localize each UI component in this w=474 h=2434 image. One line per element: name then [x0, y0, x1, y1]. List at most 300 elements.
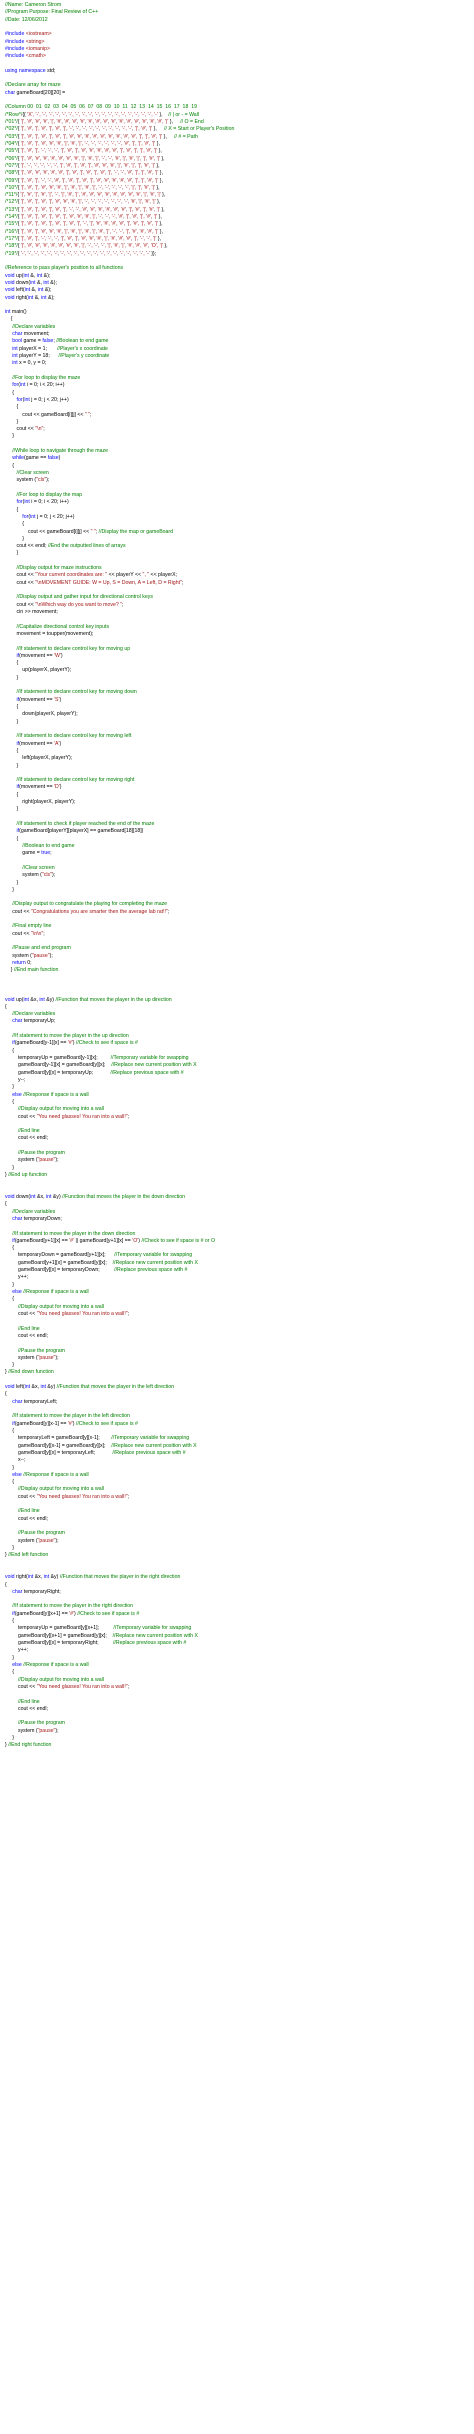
- code-line: [5, 1391, 471, 1398]
- comment-token: //Replace previous space with #: [114, 1267, 188, 1274]
- code-line: [5, 148, 471, 155]
- code-line: [5, 163, 471, 170]
- comment-token: // X = Start or Player's Position: [164, 126, 235, 133]
- code-line: [5, 324, 471, 331]
- comment-token: //End line: [17, 1508, 40, 1515]
- code-line: [5, 616, 471, 623]
- keyword-token: false: [42, 338, 54, 345]
- code-line: [5, 1428, 471, 1435]
- code-line: [5, 331, 471, 338]
- string-token: "pause": [37, 1537, 56, 1544]
- code-token: cout <<: [5, 1113, 37, 1120]
- code-token: }: [5, 1544, 14, 1551]
- code-token: &x,: [37, 1193, 46, 1200]
- keyword-token: return: [12, 959, 28, 966]
- code-token: }: [5, 550, 19, 557]
- code-line: [5, 741, 471, 748]
- comment-token: //Declare variables: [12, 1011, 56, 1018]
- code-token: ;: [50, 850, 52, 857]
- code-token: gameBoard[y-1][x] = gameBoard[y][x];: [5, 1062, 112, 1069]
- comment-token: //Display output and gather input for directional control keys: [16, 594, 153, 601]
- code-token: [5, 624, 17, 630]
- code-token: cout <<: [5, 426, 36, 433]
- code-line: [5, 931, 471, 938]
- code-token: &);: [43, 272, 51, 279]
- code-line: [5, 287, 471, 294]
- keyword-token: int: [41, 294, 48, 301]
- comment-token: //Response if space is a wall: [23, 1091, 89, 1098]
- code-token: (movement ==: [19, 652, 55, 659]
- code-token: (gameBoard[y][x+1] ==: [14, 1610, 70, 1617]
- code-token: &,: [30, 272, 37, 279]
- code-token: &x,: [34, 1574, 44, 1581]
- comment-token: //Display output for moving into a wall: [17, 1486, 104, 1493]
- code-token: system (: [5, 1537, 38, 1544]
- code-token: &,: [37, 279, 44, 286]
- code-token: },: [162, 133, 175, 140]
- code-token: up(: [15, 996, 24, 1003]
- code-line: [5, 1362, 471, 1369]
- code-token: ;: [53, 338, 57, 345]
- code-token: [5, 646, 17, 652]
- comment-token: /*04*/: [5, 140, 18, 147]
- code-token: [5, 733, 17, 739]
- keyword-token: int: [36, 272, 44, 279]
- code-token: [5, 843, 22, 849]
- code-token: (gameBoard[y+1][x] ==: [14, 1237, 70, 1244]
- code-line: [5, 463, 471, 470]
- code-token: ): [72, 1420, 76, 1427]
- code-token: cout <<: [5, 579, 36, 586]
- code-line: [5, 236, 471, 243]
- comment-token: //If statement to check if player reached the end of the maze: [16, 821, 155, 827]
- code-line: [5, 945, 471, 952]
- code-line: [5, 609, 471, 616]
- code-line: [5, 9, 471, 16]
- code-token: );: [46, 477, 50, 484]
- keyword-token: int: [24, 287, 32, 294]
- code-line: [5, 1742, 471, 1749]
- code-token: },: [154, 184, 160, 191]
- string-token: '#': [69, 1610, 75, 1617]
- keyword-token: int: [30, 513, 38, 520]
- comment-token: /*12*/: [5, 199, 18, 206]
- keyword-token: else: [12, 1091, 24, 1098]
- code-token: left(: [15, 1384, 25, 1391]
- code-line: [5, 1201, 471, 1208]
- code-line: [5, 492, 471, 499]
- code-token: ): [72, 1040, 76, 1047]
- code-token: },: [154, 162, 160, 169]
- string-token: " ": [84, 411, 90, 418]
- code-line: [5, 799, 471, 806]
- code-token: }: [5, 674, 19, 681]
- code-line: [5, 1443, 471, 1450]
- string-token: <iomanip>: [25, 45, 50, 52]
- comment-token: //Check to see if space is #: [75, 1420, 138, 1427]
- code-token: cout <<: [5, 930, 31, 937]
- code-line: [5, 1611, 471, 1618]
- code-line: [5, 1274, 471, 1281]
- code-token: );: [55, 1727, 59, 1734]
- code-line: [5, 1004, 471, 1011]
- code-token: }: [5, 1172, 9, 1178]
- code-token: {: [5, 1245, 14, 1252]
- code-token: &x,: [30, 996, 40, 1003]
- code-token: },: [155, 199, 161, 206]
- code-line: [5, 748, 471, 755]
- code-token: gameBoard[20][20] =: [16, 89, 66, 96]
- string-token: "cls": [36, 477, 47, 484]
- code-token: left(playerX, playerY);: [5, 755, 73, 762]
- code-token: &y): [52, 1193, 63, 1200]
- code-line: [5, 558, 471, 565]
- code-line: [5, 836, 471, 843]
- code-line: [5, 580, 471, 587]
- code-token: {: [5, 1479, 14, 1486]
- code-token: i = 0; i < 20; i++): [31, 499, 69, 506]
- code-line: [5, 1508, 471, 1515]
- code-token: up(: [15, 272, 24, 279]
- code-line: [5, 1435, 471, 1442]
- code-line: [5, 2, 471, 9]
- code-line: [5, 207, 471, 214]
- comment-token: //Function that moves the player in the down direction: [62, 1193, 185, 1200]
- code-token: [5, 1677, 18, 1683]
- comment-token: /*11*/: [5, 192, 18, 199]
- code-token: [5, 653, 17, 659]
- code-line: [5, 126, 471, 133]
- code-line: [5, 572, 471, 579]
- comment-token: //While loop to navigate through the maze: [12, 448, 108, 455]
- code-token: [5, 492, 17, 498]
- code-line: [5, 112, 471, 119]
- code-token: {: [5, 1669, 14, 1676]
- code-token: temporaryLeft;: [23, 1398, 58, 1405]
- code-token: [5, 514, 22, 520]
- comment-token: /*19*/: [5, 250, 18, 257]
- code-line: [5, 397, 471, 404]
- string-token: '|', '#', '|', '#', '|', '-', '|', '#', '|', '#', '#', '#', '#', '#', '#', '#', '#', '|', '#', '|': [20, 192, 161, 199]
- keyword-token: void: [5, 1574, 16, 1581]
- code-line: [5, 953, 471, 960]
- string-token: "You need glasses! You ran into a wall!": [36, 1493, 128, 1500]
- keyword-token: int: [5, 309, 12, 316]
- comment-token: //Replace new current position with X: [111, 1442, 197, 1449]
- comment-token: //If statement to declare control key for moving left: [16, 733, 132, 740]
- keyword-token: if: [12, 1610, 15, 1617]
- comment-token: //Boolean to end game: [22, 842, 75, 849]
- code-line: [5, 1143, 471, 1150]
- code-line: [5, 1216, 471, 1223]
- keyword-token: char: [5, 89, 17, 96]
- code-line: [5, 997, 471, 1004]
- code-line: [5, 1494, 471, 1501]
- string-token: "\n\n": [30, 930, 44, 937]
- string-token: "You need glasses! You ran into a wall!": [36, 1113, 128, 1120]
- code-line: [5, 1406, 471, 1413]
- code-token: {: [5, 462, 14, 469]
- comment-token: /*13*/: [5, 206, 18, 213]
- code-token: [5, 828, 17, 834]
- code-token: &,: [34, 294, 42, 301]
- code-token: (: [22, 396, 25, 403]
- code-token: {: [17, 236, 21, 242]
- code-token: {: [17, 228, 21, 235]
- comment-token: //End main function: [13, 967, 59, 974]
- code-token: {: [17, 177, 21, 184]
- comment-token: //Pause the program: [17, 1347, 65, 1354]
- code-line: [5, 587, 471, 594]
- comment-token: //Display output for maze instructions: [16, 565, 102, 572]
- code-token: ): [59, 740, 62, 747]
- code-token: }: [5, 762, 19, 769]
- code-token: [5, 397, 17, 403]
- string-token: "cls": [41, 872, 52, 879]
- code-line: [5, 821, 471, 828]
- comment-token: //Function that moves the player in the up direction: [55, 996, 172, 1003]
- code-token: ): [74, 1610, 78, 1617]
- code-line: [5, 1311, 471, 1318]
- code-token: }: [5, 886, 14, 893]
- code-token: [5, 1699, 18, 1705]
- code-line: [5, 360, 471, 367]
- code-token: {: [17, 133, 21, 140]
- code-line: [5, 843, 471, 850]
- code-token: {: [17, 206, 21, 213]
- code-line: [5, 426, 471, 433]
- code-token: [5, 697, 17, 703]
- comment-token: //Display the map or gameBoard: [98, 528, 174, 535]
- code-line: [5, 251, 471, 258]
- code-line: [5, 1369, 471, 1376]
- keyword-token: void: [5, 1384, 16, 1391]
- comment-token: //Boolean to end game: [56, 338, 109, 345]
- comment-token: //End right function: [8, 1742, 52, 1749]
- keyword-token: for: [12, 382, 19, 389]
- code-token: gameBoard[y][x] = temporaryDown;: [5, 1267, 115, 1274]
- code-token: {: [17, 221, 21, 228]
- comment-token: //Clear screen: [22, 864, 55, 871]
- code-token: {: [5, 1391, 7, 1398]
- code-line: [5, 1018, 471, 1025]
- code-line: [5, 594, 471, 601]
- code-token: &x,: [31, 1384, 41, 1391]
- code-token: (: [28, 513, 31, 520]
- code-token: [5, 1128, 18, 1134]
- code-token: {: [17, 250, 21, 257]
- code-line: [5, 858, 471, 865]
- code-token: gameBoard[y][x] = temporaryLeft;: [5, 1449, 113, 1456]
- code-line: [5, 470, 471, 477]
- code-line: [5, 46, 471, 53]
- string-token: "\nWhich way do you want to move? ": [35, 601, 123, 608]
- code-token: (game ==: [24, 455, 48, 462]
- code-token: },: [156, 236, 162, 242]
- code-token: [5, 865, 22, 871]
- code-line: [5, 1472, 471, 1479]
- code-token: (gameBoard[y][x-1] ==: [14, 1420, 68, 1427]
- string-token: "pause": [31, 952, 50, 959]
- code-line: [5, 119, 471, 126]
- code-line: [5, 1282, 471, 1289]
- comment-token: //If statement to declare control key for moving down: [16, 689, 137, 696]
- code-line: [5, 1538, 471, 1545]
- comment-token: //For loop to display the map: [16, 491, 82, 498]
- string-token: '|', '#', '|', '#', '#', '#', '|', '#', '|', '#', '|', '#', '|', '-', '-', '|', '#', '#', '#', '|': [20, 228, 159, 235]
- code-line: [5, 97, 471, 104]
- code-token: temporaryUp;: [23, 1018, 56, 1025]
- code-line: [5, 726, 471, 733]
- keyword-token: int: [40, 1384, 48, 1391]
- code-line: [5, 792, 471, 799]
- comment-token: //Declare variables: [12, 1208, 56, 1215]
- code-token: {: [17, 126, 21, 133]
- code-token: }: [5, 433, 14, 440]
- code-line: [5, 1289, 471, 1296]
- comment-token: //End left function: [8, 1552, 49, 1559]
- code-line: [5, 229, 471, 236]
- code-token: temporaryUp = gameBoard[y][x+1];: [5, 1625, 114, 1632]
- keyword-token: void: [5, 287, 16, 294]
- string-token: "pause": [37, 1354, 56, 1361]
- code-line: [5, 1377, 471, 1384]
- code-line: [5, 1055, 471, 1062]
- comment-token: //Name: Cameron Strom: [5, 2, 62, 8]
- comment-token: //Final empty line: [12, 923, 52, 930]
- code-token: movement = toupper(movement);: [5, 630, 94, 637]
- comment-token: /*05*/: [5, 148, 18, 155]
- string-token: '|', '#', '|', '-', '-', '-', '|', '#', '|', '#', '#', '#', '|', '#', '#', '#', '|', '-', '-', '|': [20, 236, 157, 242]
- string-token: "You need glasses! You ran into a wall!": [36, 1310, 128, 1317]
- keyword-token: bool: [12, 338, 24, 345]
- comment-token: //If statement to move the player in the right direction: [12, 1603, 134, 1610]
- code-token: system (: [5, 1354, 38, 1361]
- code-line: [5, 1699, 471, 1706]
- code-token: {: [5, 389, 14, 396]
- code-token: {: [17, 243, 21, 250]
- comment-token: //Replace previous space with #: [112, 1449, 186, 1456]
- code-line: [5, 1640, 471, 1647]
- comment-token: //Declare array for maze: [5, 82, 61, 89]
- keyword-token: else: [12, 1661, 24, 1668]
- string-token: "\n": [35, 426, 44, 433]
- string-token: " ": [90, 528, 96, 535]
- code-line: [5, 221, 471, 228]
- code-token: main(): [11, 309, 27, 316]
- code-token: (: [22, 499, 25, 506]
- keyword-token: char: [12, 331, 24, 338]
- keyword-token: true: [41, 850, 51, 857]
- code-token: );: [55, 1354, 59, 1361]
- code-token: }: [5, 1464, 14, 1471]
- code-token: },: [158, 170, 163, 177]
- code-line: [5, 31, 471, 38]
- code-token: }: [5, 535, 25, 542]
- code-token: {: [5, 1201, 7, 1208]
- string-token: 'X', '-', '-', '-', '-', '-', '-', '-', '-', '-', '-', '-', '-', '-', '-', '-', '-', '-', '-', '-': [27, 111, 158, 118]
- code-line: [5, 170, 471, 177]
- code-line: [5, 711, 471, 718]
- code-token: ;: [127, 1493, 130, 1500]
- code-line: [5, 214, 471, 221]
- keyword-token: char: [12, 1215, 24, 1222]
- code-token: },: [158, 228, 163, 235]
- code-token: x--;: [5, 1457, 26, 1464]
- code-token: << playerX;: [149, 572, 178, 579]
- code-line: [5, 638, 471, 645]
- keyword-token: int: [12, 360, 20, 367]
- string-token: '#': [67, 1420, 73, 1427]
- comment-token: //Check to see if space is #: [77, 1610, 140, 1617]
- code-token: [5, 1720, 18, 1726]
- keyword-token: if: [16, 740, 20, 747]
- comment-token: //Response if space is a wall: [23, 1289, 89, 1295]
- string-token: <string>: [25, 38, 45, 45]
- comment-token: //Player's y coordinate: [58, 353, 110, 359]
- code-token: {: [17, 170, 21, 177]
- code-line: [5, 660, 471, 667]
- code-token: }: [5, 879, 19, 886]
- code-line: [5, 989, 471, 996]
- comment-token: //End the outputted lines of arrays: [47, 543, 126, 550]
- code-token: {: [17, 214, 21, 221]
- code-line: [5, 1486, 471, 1493]
- code-line: [5, 448, 471, 455]
- string-token: '|', '#', '|', '#', '|', '#', '|', '-', '-', '#', '#', '#', '#', '#', '#', '|', '#', '|', '#', '|': [20, 206, 160, 213]
- code-token: {: [17, 148, 21, 155]
- code-line: [5, 814, 471, 821]
- code-line: [5, 982, 471, 989]
- code-token: );: [55, 1157, 59, 1164]
- keyword-token: int: [27, 1574, 35, 1581]
- code-line: [5, 309, 471, 316]
- code-token: },: [158, 177, 163, 184]
- code-token: cout << endl;: [5, 1332, 48, 1339]
- code-token: gameBoard[y][x-1] = gameBoard[y][x];: [5, 1442, 112, 1449]
- comment-token: //Reference to pass player's position to all functions: [5, 265, 124, 272]
- keyword-token: int: [24, 499, 32, 506]
- code-token: &);: [47, 294, 55, 301]
- code-line: [5, 1589, 471, 1596]
- code-line: [5, 1150, 471, 1157]
- code-token: );: [55, 1537, 59, 1544]
- string-token: '|', '#', '|', '-', '-', '#', '|', '#', '|', '#', '|', '#', '#', '#', '#', '#', '|', '|', '#', '|': [20, 177, 159, 184]
- code-line: [5, 1099, 471, 1106]
- code-token: {: [5, 521, 25, 528]
- code-token: }: [5, 718, 19, 725]
- code-token: (gameBoard[playerY][playerX] == gameBoard[18][18]): [19, 828, 144, 835]
- comment-token: //If statement to declare control key for moving right: [16, 777, 135, 784]
- code-line: [5, 90, 471, 97]
- code-line: [5, 1625, 471, 1632]
- keyword-token: for: [16, 499, 23, 506]
- code-token: {: [5, 506, 19, 513]
- comment-token: //End line: [17, 1325, 40, 1332]
- code-token: ;: [181, 579, 184, 586]
- comment-token: //Date: 12/06/2012: [5, 16, 48, 23]
- code-line: [5, 1691, 471, 1698]
- code-line: [5, 1209, 471, 1216]
- code-token: [5, 1150, 18, 1156]
- code-token: up(playerX, playerY);: [5, 667, 72, 674]
- code-line: [5, 156, 471, 163]
- comment-token: /*16*/: [5, 228, 18, 235]
- string-token: 'D': [54, 784, 60, 791]
- comment-token: //End down function: [8, 1369, 54, 1376]
- comment-token: //Replace new current position with X: [111, 1062, 197, 1069]
- comment-token: //Replace previous space with #: [110, 1069, 184, 1076]
